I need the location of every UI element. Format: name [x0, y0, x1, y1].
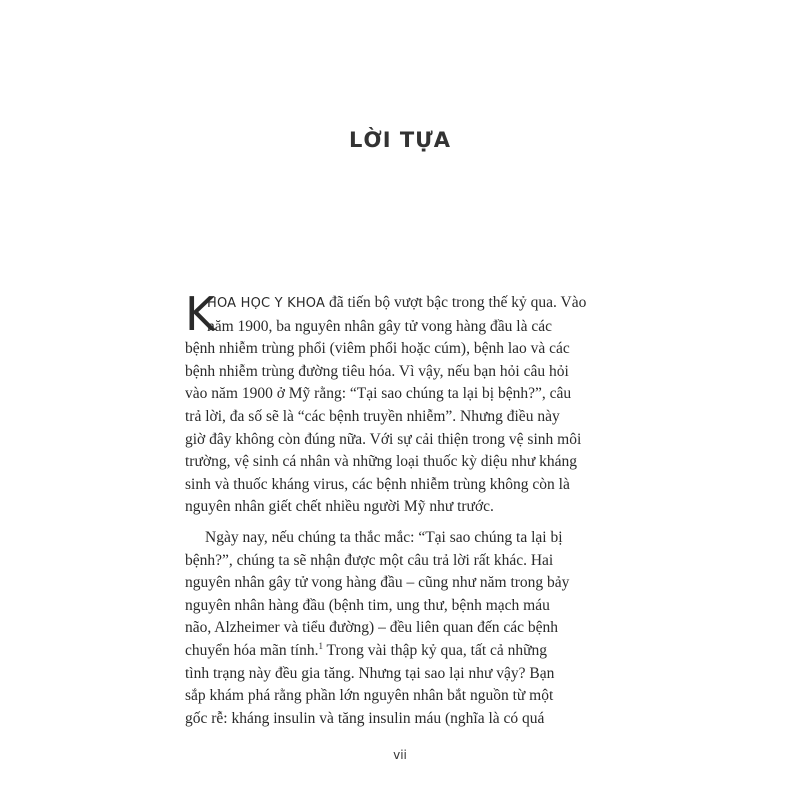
body-text	[185, 287, 628, 730]
page-title: LỜI TỰA	[349, 128, 451, 152]
line-text: chuyển hóa mãn tính.	[185, 641, 319, 659]
paragraph-2-line-6	[185, 640, 628, 663]
paragraph-1-line-5: vào năm 1900 ở Mỹ rằng: “Tại sao chúng ta lại bị bệnh?”, câu	[185, 385, 572, 403]
paragraph-2-line-8: sắp khám phá rằng phần lớn nguyên nhân bắt nguồn từ một	[185, 687, 554, 705]
footnote-marker[interactable]: 1	[318, 640, 323, 651]
page-number: vii	[393, 748, 407, 762]
paragraph-1-line-3: bệnh nhiễm trùng phổi (viêm phổi hoặc cúm), bệnh lao và các	[185, 340, 570, 358]
paragraph-2-line-4: nguyên nhân hàng đầu (bệnh tim, ung thư, bệnh mạch máu	[185, 596, 550, 614]
paragraph-2-line-1: Ngày nay, nếu chúng ta thắc mắc: “Tại sao chúng ta lại bị	[205, 528, 563, 546]
paragraph-1-line-4: bệnh nhiễm trùng đường tiêu hóa. Vì vậy, nếu bạn hỏi câu hỏi	[185, 362, 569, 380]
paragraph-1-line-8: trường, vệ sinh cá nhân và những loại thuốc kỳ diệu như kháng	[185, 453, 577, 471]
paragraph-2-line-2: bệnh?”, chúng ta sẽ nhận được một câu trả lời rất khác. Hai	[185, 551, 554, 569]
line-text: đã tiến bộ vượt bậc trong thế kỷ qua. Vào	[325, 294, 587, 311]
paragraph-2-line-9: gốc rễ: kháng insulin và tăng insulin máu (nghĩa là có quá	[185, 709, 545, 727]
paragraph-1-line-2: năm 1900, ba nguyên nhân gây tử vong hàng đầu là các	[207, 317, 552, 335]
paragraph-1-line-6: trả lời, đa số sẽ là “các bệnh truyền nhiễm”. Nhưng điều này	[185, 407, 560, 425]
lead-in-smallcaps: HOA HỌC Y KHOA	[207, 296, 326, 311]
paragraph-2-line-3: nguyên nhân gây tử vong hàng đầu – cũng như năm trong bảy	[185, 574, 570, 592]
paragraph-2-line-7: tình trạng này đều gia tăng. Nhưng tại sao lại như vậy? Bạn	[185, 664, 555, 682]
paragraph-1	[185, 287, 628, 519]
drop-cap: K	[185, 287, 216, 341]
paragraph-1-line-10: nguyên nhân giết chết nhiều người Mỹ như trước.	[185, 498, 494, 516]
line-text: Trong vài thập kỷ qua, tất cả những	[322, 641, 548, 659]
paragraph-1-line-7: giờ đây không còn đúng nữa. Với sự cải thiện trong vệ sinh môi	[185, 430, 582, 448]
paragraph-2	[185, 527, 628, 730]
paragraph-2-line-5: não, Alzheimer và tiểu đường) – đều liên quan đến các bệnh	[185, 619, 558, 637]
paragraph-1-line-9: sinh và thuốc kháng virus, các bệnh nhiễm trùng không còn là	[185, 475, 570, 493]
